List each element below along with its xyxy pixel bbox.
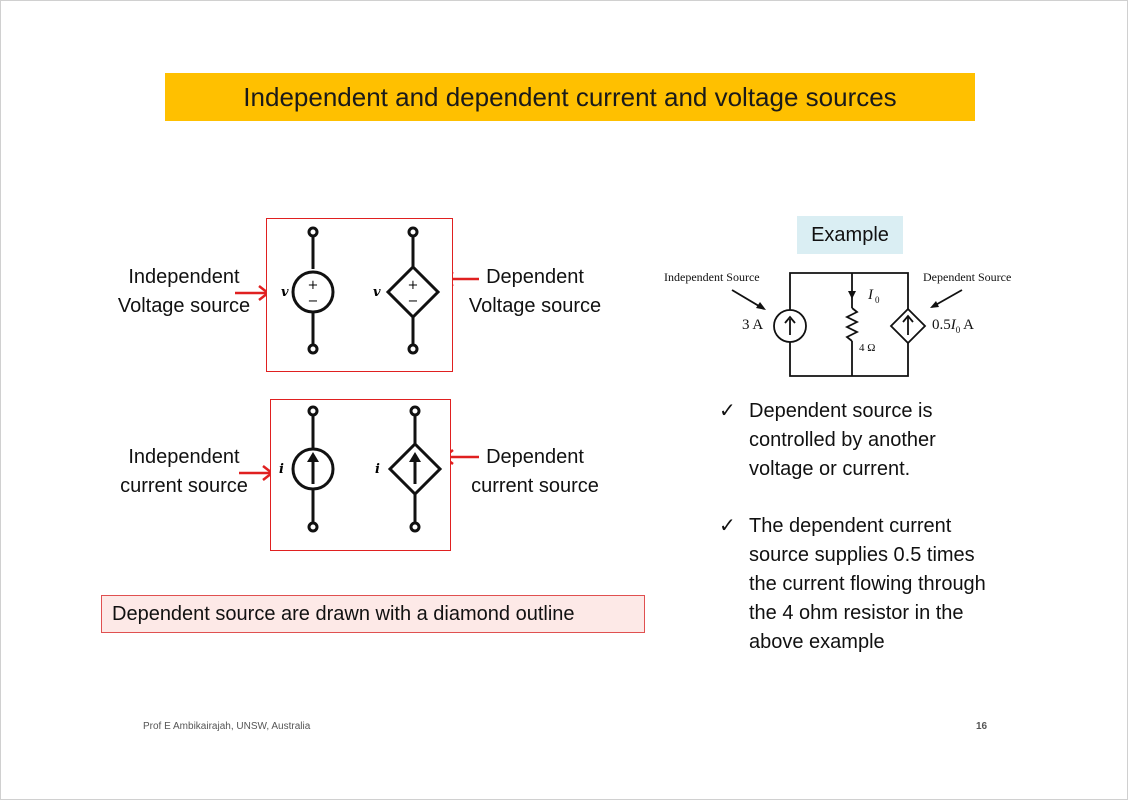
title-banner <box>165 73 975 121</box>
bullet-line: voltage or current. <box>749 458 911 480</box>
label-line: Independent <box>128 266 240 288</box>
bullet-item <box>719 397 1039 484</box>
minus-sign: − <box>307 294 319 309</box>
label-line: Voltage source <box>117 295 251 317</box>
footer-author: Prof E Ambikairajah, UNSW, Australia <box>143 721 311 732</box>
current-subscript: 0 <box>875 295 880 305</box>
current-source-symbols <box>271 400 450 550</box>
example-label <box>797 216 903 254</box>
note-box <box>101 595 645 633</box>
independent-source-caption: Independent Source <box>664 270 760 284</box>
voltage-variable: v <box>281 285 289 300</box>
page-number: 16 <box>976 721 988 732</box>
independent-source-value: 3 A <box>742 317 764 333</box>
bullet-line: The dependent current <box>749 515 952 537</box>
label-line: Voltage source <box>468 295 602 317</box>
bullet-line: the 4 ohm resistor in the <box>749 602 964 624</box>
note-text: Dependent source are drawn with a diamond outline <box>112 602 575 625</box>
bullet-list <box>719 397 1039 657</box>
resistor-value: 4 Ω <box>859 342 876 354</box>
label-line: current source <box>471 475 599 497</box>
bullet-item <box>719 512 1039 657</box>
check-icon: ✓ <box>719 400 736 422</box>
bullet-line: source supplies 0.5 times <box>749 544 975 566</box>
plus-sign: + <box>407 278 419 293</box>
bullet-line: the current flowing through <box>749 573 986 595</box>
check-icon: ✓ <box>719 515 736 537</box>
current-variable: i <box>279 462 284 477</box>
label-line: Dependent <box>486 446 584 468</box>
voltage-source-symbols <box>267 219 452 371</box>
bullet-line: Dependent source is <box>749 400 933 422</box>
current-symbols-box <box>270 399 451 551</box>
example-circuit <box>656 263 1036 383</box>
label-dependent-voltage <box>461 263 609 321</box>
label-line: current source <box>120 475 248 497</box>
voltage-variable: v <box>373 285 381 300</box>
dependent-source-value: $0.5I_0$ A <box>932 317 975 335</box>
label-line: Independent <box>128 446 240 468</box>
example-text: Example <box>811 223 889 246</box>
current-variable: i <box>375 462 380 477</box>
dependent-source-caption: Dependent Source <box>923 270 1012 284</box>
minus-sign: − <box>407 294 419 309</box>
voltage-symbols-box <box>266 218 453 372</box>
label-dependent-current <box>461 443 609 501</box>
bullet-line: controlled by another <box>749 429 936 451</box>
current-label: I <box>868 287 873 303</box>
plus-sign: + <box>307 278 319 293</box>
label-line: Dependent <box>486 266 584 288</box>
slide-title: Independent and dependent current and voltage sources <box>243 81 897 112</box>
bullet-line: above example <box>749 631 885 653</box>
